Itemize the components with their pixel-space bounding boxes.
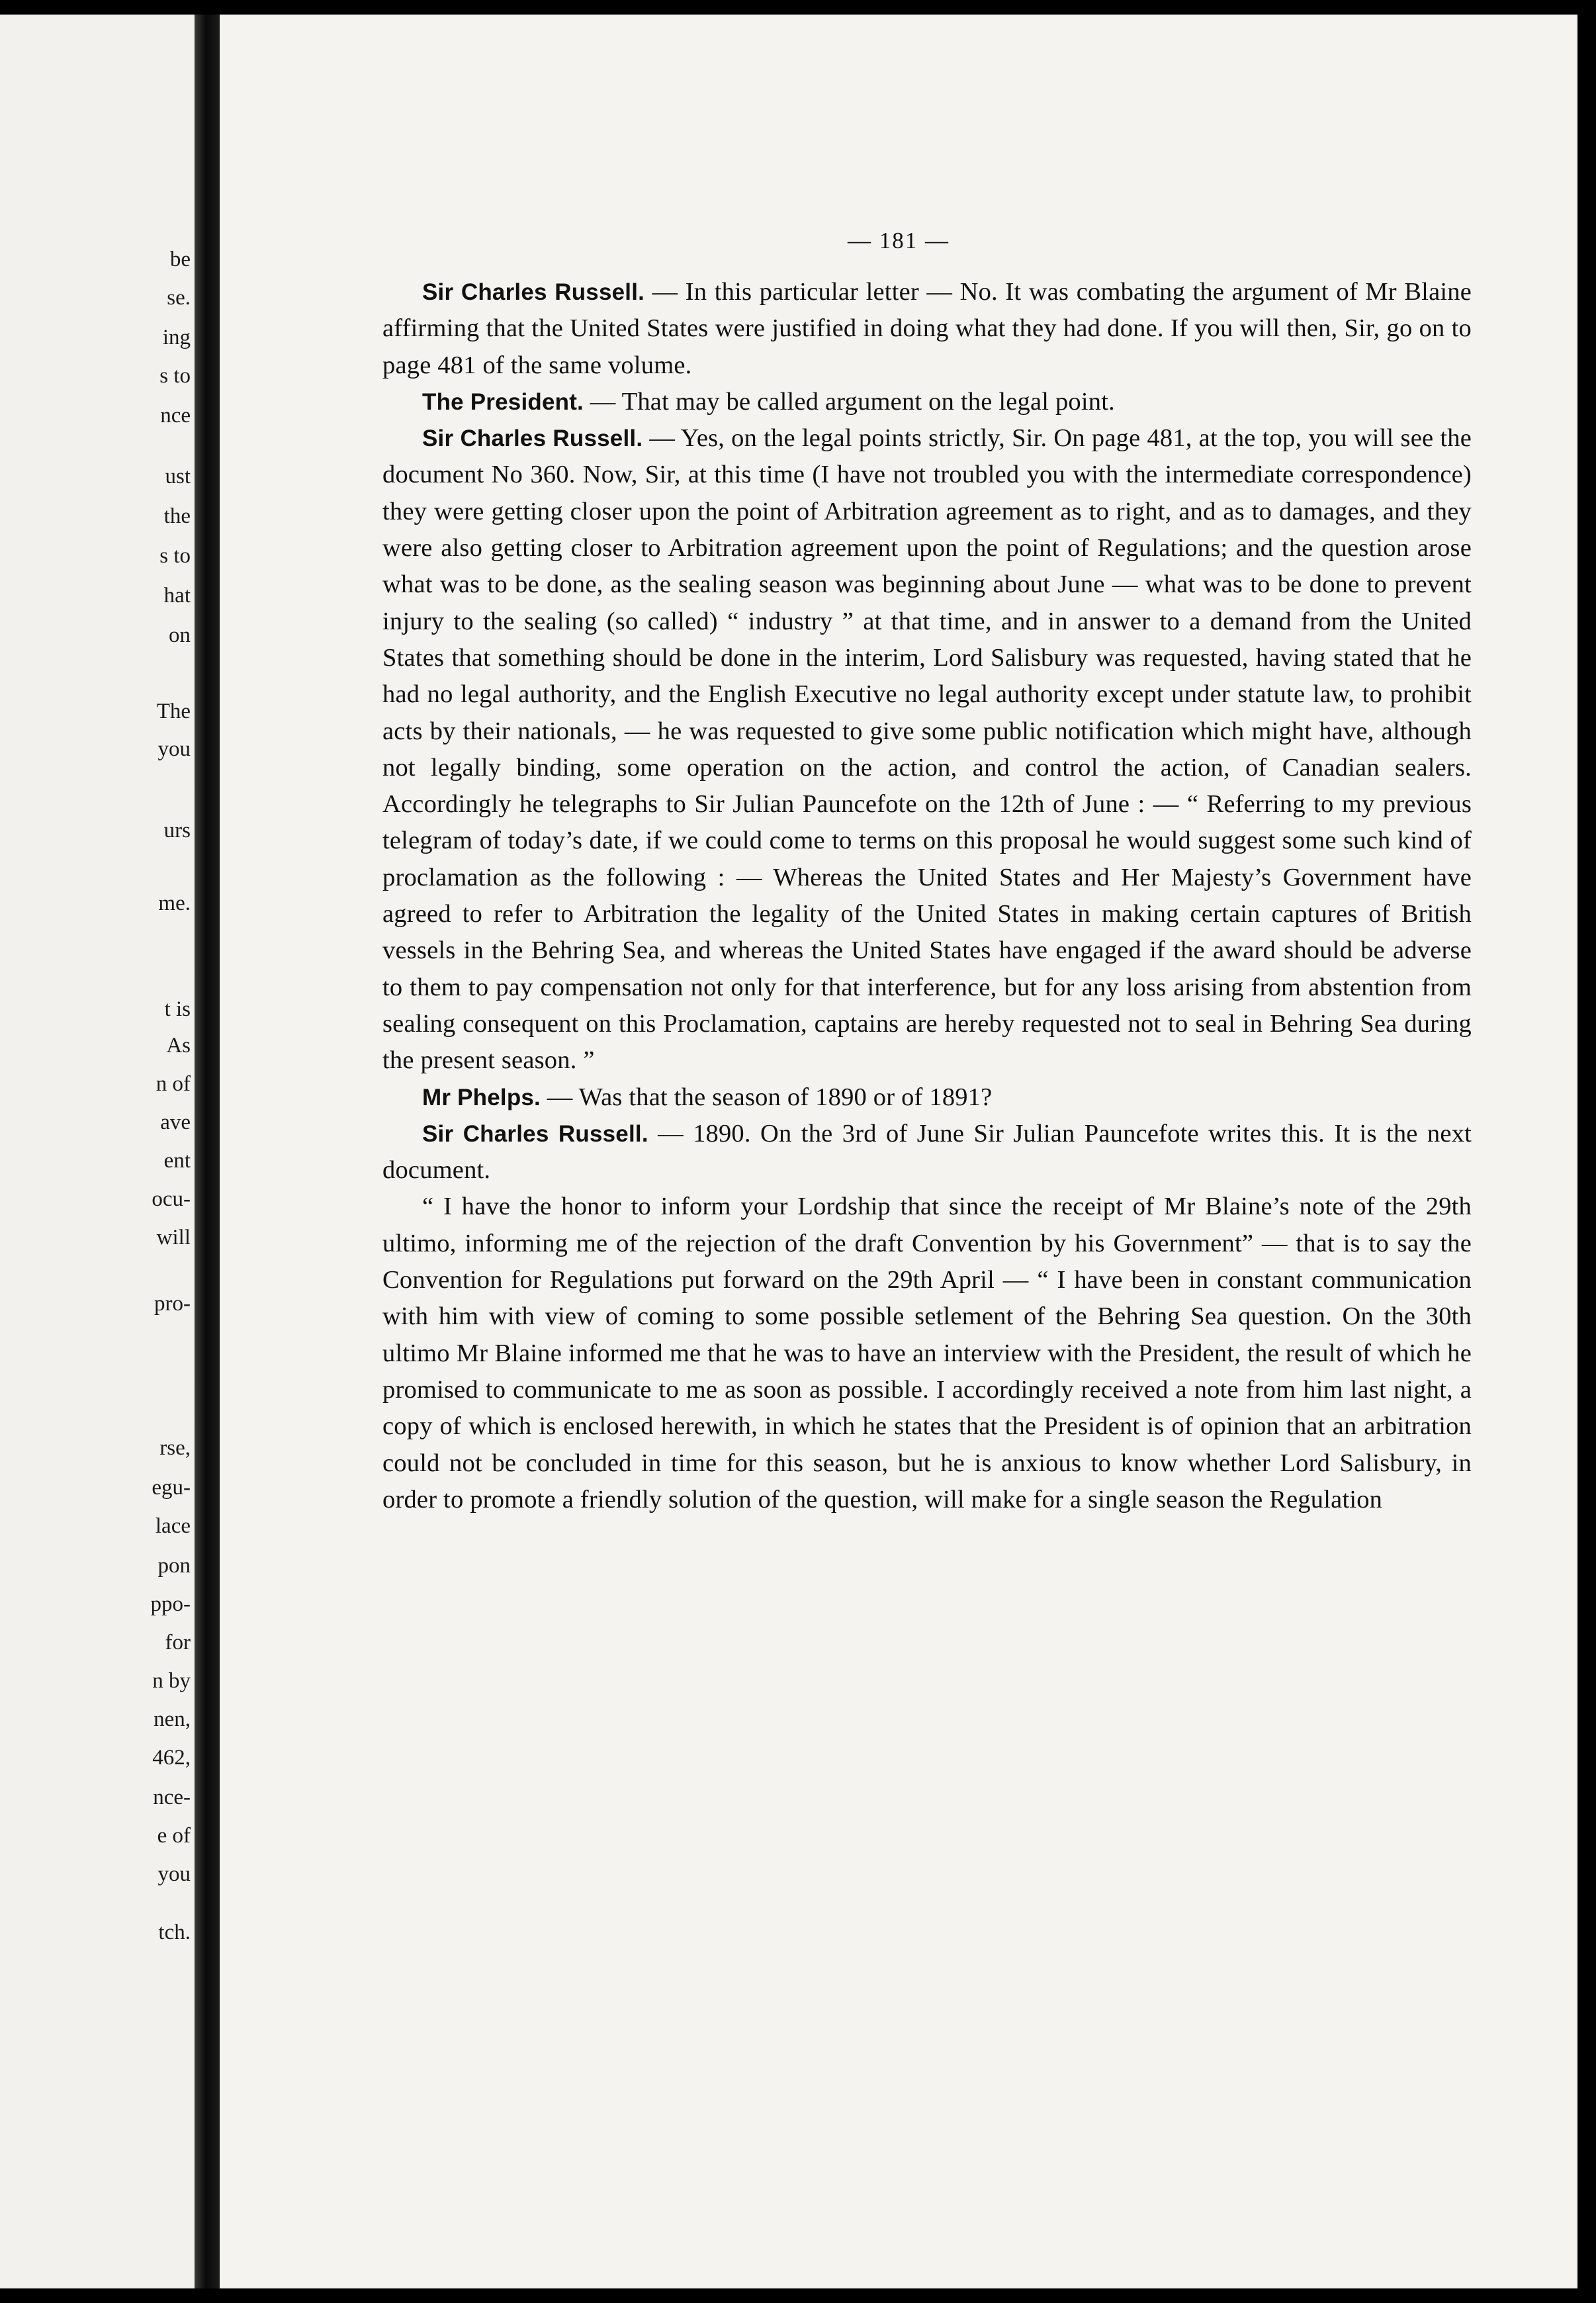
paragraph [382,420,1472,1079]
facing-page-fragment: As [166,1034,191,1058]
facing-page-fragment: tch. [158,1920,191,1944]
left-facing-page [0,15,195,2288]
facing-page-fragment: nce- [153,1785,191,1809]
facing-page-fragment: s to [159,544,191,568]
paragraph-text: — 1890. On the 3rd of June Sir Julian Pauncefote writes this. It is the next document. [382,1119,1472,1185]
facing-page-fragment: s to [159,364,191,388]
facing-page-fragment: nce [160,404,191,428]
facing-page-fragment: the [163,504,191,528]
paragraph [382,1079,1472,1116]
facing-page-fragment: on [169,623,191,647]
facing-page-fragment: e of [157,1824,191,1848]
facing-page-fragment: ocu- [152,1187,191,1211]
facing-page-fragment: pon [157,1554,191,1578]
facing-page-fragment: you [157,1862,191,1886]
body-text [382,274,1472,1518]
facing-page-fragment: n of [155,1072,191,1096]
paragraph-text: — That may be called argument on the legal point. [583,387,1115,416]
facing-page-fragment: rse, [159,1436,191,1460]
facing-page-fragment: me. [158,891,191,915]
paragraph-text: “ I have the honor to inform your Lordship that since the receipt of Mr Blaine’s note of the 29th ultimo, informing me of the rejection of the draft Convention by his Government” — that is to say the Convention for Regulations put forward on the 29th April — “ I have been in constant communication with him with view of coming to some possible setlement of the Behring Sea question. On the 30th ultimo Mr Blaine informed me that he was to have an interview with the President, the result of which he promised to communicate to me as soon as possible. I accordingly received a note from him last night, a copy of which is enclosed herewith, in which he states that the President is of opinion that an arbitration could not be concluded in time for this season, but he is anxious to know whether Lord Salisbury, in order to promote a friendly solution of the question, will make for a single season the Regulation [382,1193,1472,1513]
facing-page-fragment: The [156,700,191,723]
facing-page-fragment: ent [163,1149,191,1173]
book-gutter [195,15,220,2288]
facing-page-fragment: ave [160,1110,191,1134]
page-number: — 181 — [848,228,950,253]
speaker-name: Mr Phelps. [422,1084,541,1110]
paragraph-text: — Was that the season of 1890 or of 1891? [540,1083,993,1111]
facing-page-fragment: nen, [154,1707,191,1731]
speaker-name: Sir Charles Russell. [422,279,645,305]
paragraph [382,1116,1472,1189]
facing-page-fragment: n by [152,1669,191,1693]
facing-page-fragment: se. [167,286,191,310]
paragraph [382,384,1472,420]
speaker-name: The President. [422,388,584,415]
facing-page-fragment: lace [155,1514,191,1538]
facing-page-fragment: be [169,248,191,271]
speaker-name: Sir Charles Russell. [422,1120,648,1147]
paragraph-text: — Yes, on the legal points strictly, Sir. On page 481, at the top, you will see the document No 360. Now, Sir, at this time (I have not troubled you with the intermediate correspondence) they were getting closer upon the point of Arbitration agreement as to right, and as to damages, and they were also getting closer to Arbitration agreement upon the point of Regulations; and the question arose what was to be done, as the sealing season was beginning about June — what was to be done to prevent injury to the sealing (so called) “ industry ” at that time, and in answer to a demand from the United States that something should be done in the interim, Lord Salisbury was requested, having stated that he had no legal authority, and the English Executive no legal authority except under statute law, to prohibit acts by their nationals, — he was requested to give some public notification which might have, although not legally binding, some operation on the action, and control the action, of Canadian sealers. Accordingly he telegraphs to Sir Julian Pauncefote on the 12th of June : — “ Referring to my previous telegram of today’s date, if we could come to terms on this proposal he would suggest some such kind of proclamation as the following : — Whereas the United States and Her Majesty’s Government have agreed to refer to Arbitration the legality of the United States in making certain captures of British vessels in the Behring Sea, and whereas the United States have engaged if the award should be adverse to them to pay compensation not only for that interference, but for any loss arising from abstention from sealing consequent on this Proclamation, captains are hereby requested not to seal in Behring Sea during the present season. ” [382,424,1472,1075]
speaker-name: Sir Charles Russell. [422,426,643,452]
paragraph-text: — In this particular letter — No. It was combating the argument of Mr Blaine affirming that the United States were justified in doing what they had done. If you will then, Sir, go on to page 481 of the same volume. [382,278,1472,379]
facing-page-fragment: you [157,737,191,761]
facing-page-fragment: urs [163,819,191,842]
paragraph [382,274,1472,384]
facing-page-fragment: t is [164,997,191,1021]
facing-page-fragment: hat [163,584,191,608]
facing-page-fragment: 462, [152,1746,191,1770]
document-page [220,15,1577,2288]
facing-page-fragment: ppo- [150,1592,191,1616]
facing-page-fragment: ust [165,465,191,488]
facing-page-fragment: for [165,1631,191,1654]
paragraph [382,1189,1472,1518]
facing-page-fragment: pro- [154,1292,191,1316]
facing-page-fragment: will [156,1226,191,1249]
facing-page-fragment: egu- [152,1476,191,1500]
facing-page-fragment: ing [162,326,191,349]
